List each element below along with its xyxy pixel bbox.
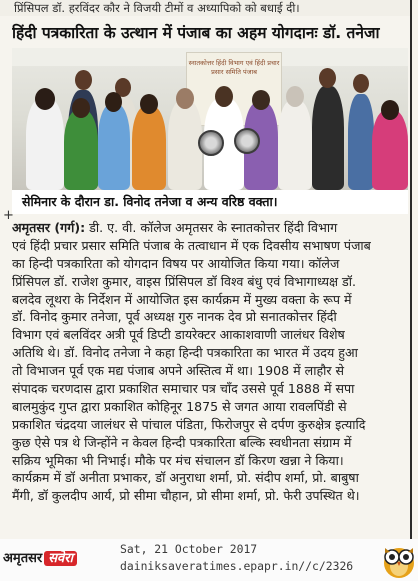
person-head (353, 74, 369, 93)
owl-mascot-icon (382, 541, 416, 579)
person-figure (372, 110, 408, 190)
person-figure (26, 98, 64, 190)
article-line: कुछ ऐसे पत्र थे जिन्होंने न केवल हिन्दी पत्रकारिता बल्कि स्वधीनता संग्राम में (12, 434, 352, 450)
person-figure (278, 100, 312, 190)
article-line: प्रिंसिपल डॉ. राजेश कुमार, वाइस प्रिंसिपल डॉ विश्व बंधु एवं विभागाध्यक्ष डॉ. (12, 273, 357, 289)
memento-plaque-icon (198, 130, 224, 156)
person-figure (132, 106, 166, 190)
article-line: कार्यक्रम में डॉ अनीता प्रभाकर, डॉ अनुराधा शर्मा, प्रो. संदीप शर्मा, प्रो. बाबुषा (12, 470, 359, 486)
article-line: तो विभाजन पूर्व एक मद्य पंजाब अपने अस्तित्व में था। 1908 में लाहौर से (12, 363, 345, 379)
person-figure (348, 94, 374, 190)
person-figure (98, 104, 130, 190)
epaper-url[interactable]: dainiksaveratimes.epapr.in//c/2326 (120, 559, 354, 573)
article-line: बालमुकुंद गुप्त द्वारा प्रकाशित कोहिनूर 1875 से जगत आया रावलपिंडी से (12, 398, 347, 414)
person-figure (64, 110, 98, 190)
article-line: प्रकाशित चंद्रदया जालंधर से पांचाल पंडिता, फिरोजपुर से दर्पण कुरुक्षेत्र इत्यादि (12, 416, 366, 432)
memento-plaque-icon (234, 128, 260, 154)
article-line: मैंगी, डॉ कुलदीप आर्य, प्रो सीमा चौहान, प्रो सीमा शर्मा, प्रो. फेरी उपस्थित थे। (12, 488, 360, 504)
epaper-meta (120, 541, 388, 575)
article-line: संपादक चरणदास द्वारा प्रकाशित समाचार पत्र चाँद उससे पूर्व 1888 में सपा (12, 381, 355, 397)
person-head (72, 98, 90, 118)
logo-brand: सवेरा (44, 551, 77, 566)
person-figure (168, 100, 202, 190)
person-head (381, 100, 399, 120)
previous-article-fragment: प्रिंसिपल डॉ. हरविंदर कौर ने विजयी टीमों व अध्यापिको को बधाई दी। (0, 0, 410, 16)
person-head (75, 70, 92, 90)
article-line: अतिथि थे। डॉ. विनोद तनेजा ने कहा हिन्दी पत्रकारिता का भारत में उदय हुआ (12, 345, 358, 361)
event-photo (12, 48, 408, 190)
event-banner: स्नातकोत्तर हिंदी विभाग एवं हिंदी प्रचार प्रसार समिति पंजाब (186, 52, 282, 126)
article-line: विभाग एवं बलविंदर अत्री पूर्व डिप्टी डायरेक्टर आकाशवाणी जालंधर विशेष (12, 327, 345, 343)
logo-city: अमृतसर (3, 551, 43, 566)
person-head (286, 86, 304, 107)
photo-caption: सेमिनार के दौरान डा. विनोद तनेजा व अन्य वरिष्ठ वक्ता। (12, 190, 408, 214)
newspaper-logo[interactable] (3, 548, 115, 570)
article-body (12, 219, 408, 537)
publication-date: Sat, 21 October 2017 (120, 542, 258, 556)
person-head (140, 94, 158, 114)
person-head (105, 92, 122, 112)
crop-marker: + (3, 208, 14, 223)
article-line: का हिन्दी पत्रकारिता को योगदान विषय पर आयोजित किया गया। कॉलेज (12, 255, 340, 271)
article-headline: हिंदी पत्रकारिता के उत्थान में पंजाब का अहम योगदानः डॉ. तनेजा (12, 24, 380, 42)
article-first-line (12, 219, 408, 237)
article-line: बलदेव लूथरा के निर्देशन में आयोजित इस कार्यक्रम में मुख्य वक्ता के रूप में (12, 291, 352, 307)
person-head (319, 68, 336, 88)
person-figure (312, 86, 344, 190)
dateline: अमृतसर (गर्ग): (12, 220, 86, 235)
person-head (215, 86, 233, 107)
person-head (176, 88, 194, 109)
article-line: एवं हिंदी प्रचार प्रसार समिति पंजाब के तत्वाधान में एक दिवसीय सभाषण पंजाब (12, 237, 371, 253)
article-line: डॉ. विनोद कुमार तनेजा, पूर्व अध्यक्ष गुरु नानक देव प्रो सनातकोत्तर हिंदी (12, 309, 337, 325)
article-line: डी. ए. वी. कॉलेज अमृतसर के स्नातकोत्तर हिंदी विभाग (85, 220, 338, 235)
person-head (35, 88, 55, 110)
person-head (252, 90, 270, 110)
article-line: सक्रिय भूमिका भी निभाई। मौके पर मंच संचालन डॉ किरण खन्ना ने किया। (12, 452, 344, 468)
column-divider (410, 0, 412, 581)
